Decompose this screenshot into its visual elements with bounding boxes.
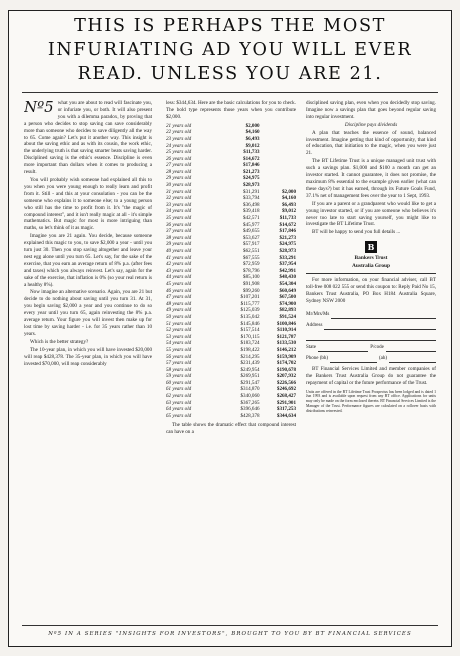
table-cell-age: 61 years old — [166, 386, 192, 393]
table-cell-plan-35yr: $37,954 — [279, 261, 296, 268]
table-row — [166, 162, 296, 169]
table-row — [166, 129, 296, 136]
table-cell-age: 45 years old — [166, 280, 192, 287]
table-cell-plan-35yr — [260, 175, 296, 182]
table-cell-plan-35yr: $291,901 — [276, 399, 296, 406]
table-row — [166, 255, 296, 262]
table-cell-plan-35yr: $82,893 — [279, 307, 296, 314]
table-row — [166, 235, 296, 242]
table-row — [166, 274, 296, 281]
name-field[interactable] — [306, 309, 436, 319]
table-row — [166, 136, 296, 143]
table-cell-plan-35yr: $174,702 — [276, 360, 296, 367]
table-cell-plan-10yr: $367,265 — [240, 399, 260, 406]
table-cell-plan-35yr: $48,430 — [279, 274, 296, 281]
table-cell-plan-35yr: $28,973 — [279, 248, 296, 254]
body-paragraph: If you are a parent or a grandparent who would like to get a young investor started, or if you are someone who believes it's never too late to start saving yourself, you might like to investigate the BT Lifetime Trust. — [306, 200, 436, 228]
table-cell-plan-35yr: $146,212 — [276, 346, 296, 353]
table-cell-plan-10yr: $269,951 — [240, 373, 260, 380]
coupon-rule — [306, 273, 436, 274]
table-row — [166, 175, 296, 182]
table-cell-plan-35yr: $246,692 — [276, 386, 296, 393]
table-cell-plan-10yr: $53,627 — [243, 234, 260, 241]
table-cell-age: 39 years old — [166, 241, 192, 248]
table-cell-plan-35yr: $226,566 — [276, 379, 296, 386]
table-cell-age: 56 years old — [166, 353, 192, 360]
table-cell-plan-35yr: $17,846 — [279, 228, 296, 235]
table-row — [166, 202, 296, 209]
table-row — [166, 393, 296, 400]
table-cell-age: 35 years old — [166, 215, 192, 222]
body-paragraph: less: $344,634. Here are the basic calculations for you to check. The bold type represents those years when you contribute $2,000. — [166, 100, 296, 120]
table-cell-plan-35yr — [260, 129, 296, 136]
table-cell-age: 46 years old — [166, 287, 192, 294]
table-cell-age: 55 years old — [166, 346, 192, 353]
table-cell-plan-10yr: $85,100 — [243, 274, 260, 281]
subheading: Discipline pays dividends — [344, 121, 398, 128]
table-cell-age: 44 years old — [166, 274, 192, 281]
table-row — [166, 373, 296, 380]
table-cell-plan-10yr: $183,724 — [240, 340, 260, 347]
table-cell-plan-10yr: $198,422 — [240, 346, 260, 353]
table-cell-plan-10yr: $214,295 — [240, 353, 260, 360]
table-row — [166, 248, 296, 255]
table-cell-plan-35yr: $11,733 — [279, 215, 296, 222]
table-cell-plan-35yr: $121,787 — [276, 333, 296, 340]
table-row — [166, 406, 296, 413]
state-label: State — [306, 344, 316, 350]
table-cell-plan-35yr: $190,678 — [276, 366, 296, 373]
table-cell-plan-35yr — [260, 169, 296, 176]
table-row — [166, 327, 296, 334]
table-cell-age: 65 years old — [166, 412, 192, 419]
name-label: Mr/Mrs/Ms — [306, 311, 330, 317]
table-cell-plan-10yr: $428,378 — [240, 412, 260, 419]
table-cell-plan-10yr: $67,555 — [243, 254, 260, 261]
table-cell-plan-10yr: $39,418 — [243, 208, 260, 215]
table-cell-plan-10yr: $107,201 — [240, 294, 260, 301]
state-postcode-field[interactable] — [306, 342, 436, 352]
table-cell-plan-10yr: $11,733 — [243, 149, 260, 156]
table-row — [166, 123, 296, 130]
table-cell-plan-10yr: $62,551 — [243, 248, 260, 254]
table-cell-age: 32 years old — [166, 195, 192, 202]
address-field-2[interactable] — [306, 331, 436, 341]
table-cell-plan-35yr: $2,000 — [281, 188, 296, 195]
headline-rule — [22, 92, 438, 93]
table-cell-plan-10yr: $42,571 — [243, 215, 260, 222]
table-row — [166, 340, 296, 347]
table-row — [166, 241, 296, 248]
body-paragraph: what you are about to read will fascinate you, or infuriate you, or both. It will also present you with a dilemma paradox, by proving that a person who decides to stop saving can save considerably more than someone who decides to save diligently all the way to 65. Come again? Let's put it another way. This insight is about the saving ethic and as with its cousin, the work ethic, the underlying truth is that saving smarter beats saving harder. Disciplined saving is the ethic's essence. Discipline is even more important than dollars when it comes to producing a result. — [24, 100, 152, 176]
table-cell-plan-35yr: $133,530 — [276, 340, 296, 347]
table-cell-age: 33 years old — [166, 201, 192, 208]
body-paragraph: The table shows the dramatic effect that compound interest can have on a — [166, 422, 296, 436]
table-row — [166, 314, 296, 321]
table-cell-plan-10yr: $145,846 — [240, 320, 260, 327]
table-cell-plan-35yr: $4,160 — [281, 195, 296, 202]
body-paragraph: Now imagine an alternative scenario. Again, you are 21 but decide to do nothing about saving until you turn 31. At 31, you begin saving $2,000 a year and you continue to do so every year until you turn 65, again reinvesting the 8% p.a. average return. Your figure you will invest then make up for lost time by saving harder - i.e. for 35 years rather than 10 years. — [24, 289, 152, 337]
table-cell-plan-10yr: $17,846 — [243, 162, 260, 169]
table-cell-plan-35yr: $6,493 — [281, 201, 296, 208]
org-name: Australia Group — [351, 263, 391, 270]
table-cell-plan-35yr: $33,291 — [279, 254, 296, 261]
table-cell-age: 37 years old — [166, 228, 192, 235]
body-paragraph: disciplined saving plan, even when you decidedly stop saving. Imagine now a savings plan that goes beyond regular saving into regular investment. — [306, 100, 436, 120]
table-cell-age: 27 years old — [166, 162, 192, 169]
table-cell-plan-35yr — [260, 123, 296, 130]
table-cell-plan-10yr: $314,870 — [240, 386, 260, 393]
table-cell-plan-35yr: $110,914 — [277, 327, 296, 334]
lead-number: Nº5 — [24, 100, 54, 116]
table-cell-age: 29 years old — [166, 175, 192, 182]
phone-ah-input-line[interactable] — [389, 356, 436, 363]
table-row — [166, 143, 296, 150]
table-cell-age: 22 years old — [166, 129, 192, 136]
table-cell-plan-35yr — [260, 182, 296, 189]
table-cell-plan-10yr: $49,655 — [243, 228, 260, 235]
phone-input-line[interactable] — [330, 356, 377, 363]
table-cell-plan-35yr: $91,524 — [279, 313, 296, 320]
table-cell-plan-10yr: $396,646 — [240, 406, 260, 413]
table-cell-plan-10yr: $231,439 — [240, 360, 260, 367]
table-cell-plan-35yr: $14,672 — [279, 221, 296, 228]
table-cell-age: 43 years old — [166, 267, 192, 274]
table-cell-plan-10yr: $170,115 — [240, 333, 260, 340]
table-cell-plan-10yr: $14,672 — [243, 155, 260, 162]
body-paragraph: A plan that teaches the essence of sound, balanced investment. Imagine getting that kind of opportunity, that kind of education, that initiation to the magic, when you were just 21. — [306, 129, 436, 157]
body-column-2 — [166, 100, 296, 612]
table-cell-plan-35yr: $317,253 — [276, 406, 296, 413]
table-row — [166, 215, 296, 222]
table-cell-plan-10yr: $2,000 — [245, 122, 260, 129]
phone-ah-label: (ah) — [379, 355, 388, 361]
body-paragraph: The 10-year plan, in which you will have invested $20,000 will reap $428,378. The 35-year plan, in which you will have invested $70,000, will reap considerably — [24, 346, 152, 367]
table-cell-age: 42 years old — [166, 261, 192, 268]
org-name: Bankers Trust — [354, 255, 388, 262]
table-cell-plan-35yr: $207,932 — [276, 373, 296, 380]
table-row — [166, 261, 296, 268]
table-cell-plan-10yr: $99,260 — [243, 287, 260, 294]
address-input-line[interactable] — [324, 323, 436, 330]
table-cell-plan-10yr: $6,493 — [245, 135, 260, 142]
table-cell-plan-10yr: $33,794 — [243, 195, 260, 202]
table-cell-age: 40 years old — [166, 248, 192, 254]
table-cell-plan-10yr: $340,060 — [240, 393, 260, 400]
body-paragraph: Which is the better strategy? — [30, 338, 89, 345]
table-cell-plan-35yr: $60,649 — [279, 287, 296, 294]
table-cell-plan-10yr: $249,954 — [240, 366, 260, 373]
table-cell-age: 31 years old — [166, 188, 192, 195]
table-cell-plan-10yr: $45,977 — [243, 221, 260, 228]
table-row — [166, 195, 296, 202]
table-cell-plan-10yr: $57,917 — [243, 241, 260, 248]
table-cell-age: 30 years old — [166, 182, 192, 189]
table-cell-plan-35yr — [260, 162, 296, 169]
table-row — [166, 347, 296, 354]
coupon-form — [306, 309, 436, 363]
table-cell-plan-35yr: $74,900 — [279, 300, 296, 307]
address-field[interactable] — [306, 320, 436, 330]
table-cell-plan-10yr: $28,973 — [243, 182, 260, 189]
body-column-1 — [24, 100, 152, 612]
table-row — [166, 268, 296, 275]
headline: THIS IS PERHAPS THE MOST INFURIATING AD YOU WILL EVER READ. UNLESS YOU ARE 21. — [47, 16, 413, 84]
postcode-input-line[interactable] — [386, 345, 436, 352]
table-cell-age: 47 years old — [166, 294, 192, 301]
table-cell-plan-35yr: $54,304 — [279, 280, 296, 287]
body-column-3 — [306, 100, 436, 612]
name-input-line[interactable] — [331, 312, 436, 319]
table-cell-age: 38 years old — [166, 234, 192, 241]
table-row — [166, 182, 296, 189]
bankers-trust-logo: B — [365, 241, 377, 253]
table-cell-plan-35yr: $21,273 — [279, 234, 296, 241]
table-row — [166, 169, 296, 176]
state-input-line[interactable] — [318, 345, 368, 352]
table-cell-age: 62 years old — [166, 393, 192, 400]
table-cell-plan-35yr: $159,909 — [276, 353, 296, 360]
table-row — [166, 288, 296, 295]
table-cell-plan-35yr: $42,991 — [279, 267, 296, 274]
table-cell-age: 36 years old — [166, 221, 192, 228]
table-cell-age: 57 years old — [166, 360, 192, 367]
table-cell-plan-10yr: $36,498 — [243, 201, 260, 208]
table-cell-plan-10yr: $72,959 — [243, 261, 260, 268]
table-cell-plan-35yr: $24,975 — [279, 241, 296, 248]
table-row — [166, 208, 296, 215]
table-cell-plan-35yr: $344,634 — [276, 412, 296, 419]
table-cell-age: 26 years old — [166, 155, 192, 162]
table-cell-plan-10yr: $9,012 — [245, 142, 260, 149]
table-row — [166, 149, 296, 156]
address-label: Address — [306, 322, 323, 328]
table-cell-age: 48 years old — [166, 300, 192, 307]
table-cell-age: 59 years old — [166, 373, 192, 380]
table-cell-plan-35yr — [260, 149, 296, 156]
postcode-label: P/code — [370, 344, 384, 350]
table-row — [166, 413, 296, 420]
table-row — [166, 228, 296, 235]
table-cell-age: 63 years old — [166, 399, 192, 406]
table-cell-age: 49 years old — [166, 307, 192, 314]
table-cell-plan-10yr: $157,514 — [240, 327, 260, 334]
disclaimer-paragraph: BT Financial Services Limited and member companies of the Bankers Trust Australia Group do not guarantee the repayment of capital or the future performance of the Trust. — [306, 365, 436, 386]
footer-series-line: Nº5 IN A SERIES "INSIGHTS FOR INVESTORS", BROUGHT TO YOU BY BT FINANCIAL SERVICES — [48, 631, 412, 637]
table-cell-age: 50 years old — [166, 313, 192, 320]
table-cell-plan-35yr: $9,012 — [281, 208, 296, 215]
body-paragraph: The BT Lifetime Trust is a unique managed unit trust with such a savings plan. $1,000 and $100 a month can get an investor started. It cannot guarantee, it does not promise, the maximum 8% essential to the example given earlier (what can these days?) but it has earned, through its Future Goals Fund, 37.1% net of management fees over the year to 1 Sept, 1993. — [306, 158, 436, 199]
table-row — [166, 301, 296, 308]
table-cell-age: 60 years old — [166, 379, 192, 386]
table-cell-plan-10yr: $31,291 — [243, 188, 260, 195]
table-cell-plan-10yr: $24,975 — [243, 175, 260, 182]
table-cell-age: 21 years old — [166, 122, 192, 129]
table-cell-age: 25 years old — [166, 149, 192, 156]
table-row — [166, 307, 296, 314]
table-cell-age: 58 years old — [166, 366, 192, 373]
table-cell-age: 24 years old — [166, 142, 192, 149]
table-cell-plan-35yr — [260, 136, 296, 143]
table-cell-plan-35yr: $67,500 — [279, 294, 296, 301]
table-cell-age: 34 years old — [166, 208, 192, 215]
table-row — [166, 222, 296, 229]
table-row — [166, 156, 296, 163]
table-cell-plan-10yr: $135,042 — [240, 313, 260, 320]
table-cell-plan-10yr: $4,160 — [245, 129, 260, 136]
phone-field[interactable] — [306, 353, 436, 363]
table-cell-age: 64 years old — [166, 406, 192, 413]
table-cell-plan-10yr: $291,547 — [240, 379, 260, 386]
body-paragraph: You will probably wish someone had explained all this to you when you were young enough to really learn and profit from it. Still - and this at your consolation - you can be the someone who explains it to someone else; to a young person who still has the time to profit from it. It's "the magic of compound interest", and it isn't really magic at all - it's simple mathematics. But magic for most is more intriguing than maths, so let's think of it as magic. — [24, 176, 152, 232]
table-cell-plan-10yr: $78,796 — [243, 267, 260, 274]
table-row — [166, 189, 296, 196]
table-cell-plan-10yr: $125,039 — [240, 307, 260, 314]
table-cell-plan-10yr: $115,777 — [240, 300, 260, 307]
table-cell-age: 41 years old — [166, 254, 192, 261]
table-row — [166, 360, 296, 367]
table-cell-age: 28 years old — [166, 168, 192, 175]
table-cell-plan-10yr: $21,273 — [243, 168, 260, 175]
table-cell-age: 52 years old — [166, 327, 192, 334]
table-cell-age: 54 years old — [166, 340, 192, 347]
body-paragraph: BT will be happy to send you full details ... — [312, 229, 401, 236]
phone-label: Phone (bh) — [306, 355, 329, 361]
table-cell-plan-10yr: $91,908 — [243, 280, 260, 287]
table-cell-age: 53 years old — [166, 333, 192, 340]
contact-paragraph: For more information, on your financial adviser, call BT toll-free 008 022 555 or send this coupon to: Reply Paid No 15, Bankers Trust Australia, PO Box H184 Australia Square, Sydney NSW 2000 — [306, 277, 436, 304]
table-row — [166, 294, 296, 301]
table-row — [166, 281, 296, 288]
table-cell-plan-35yr — [260, 143, 296, 150]
table-cell-age: 51 years old — [166, 320, 192, 327]
fine-print: Units are offered in the BT Lifetime Trust Prospectus has been lodged and is dated 1 Jun 1993 and is available upon request from any BT office. Applications for units may only be made on the form enclosed therein. BT Financial Services Limited is the Manager of the Trust. Performance figures are calculated on a rollover basis with distributions reinvested. — [306, 389, 436, 413]
address-input-line-2[interactable] — [306, 334, 436, 341]
footer-rule — [22, 625, 438, 626]
table-cell-plan-35yr — [260, 156, 296, 163]
table-cell-age: 23 years old — [166, 135, 192, 142]
table-cell-plan-35yr: $268,427 — [276, 393, 296, 400]
compound-interest-table — [166, 123, 296, 420]
table-cell-plan-35yr: $100,846 — [276, 320, 296, 327]
body-paragraph: Imagine you are 21 again. You decide, because someone explained this magic to you, to save $2,000 a year - until you turn just 30. Then you stop saving altogether and leave your nest egg alone until you turn 65. Let's say, for the sake of the exercise, that you earn an average return of 8% p.a. (after fees and taxes) which you always reinvest. Let's say, again for the sake of the exercise, that inflation is 0% (so your real return is a healthy 8%). — [24, 233, 152, 288]
